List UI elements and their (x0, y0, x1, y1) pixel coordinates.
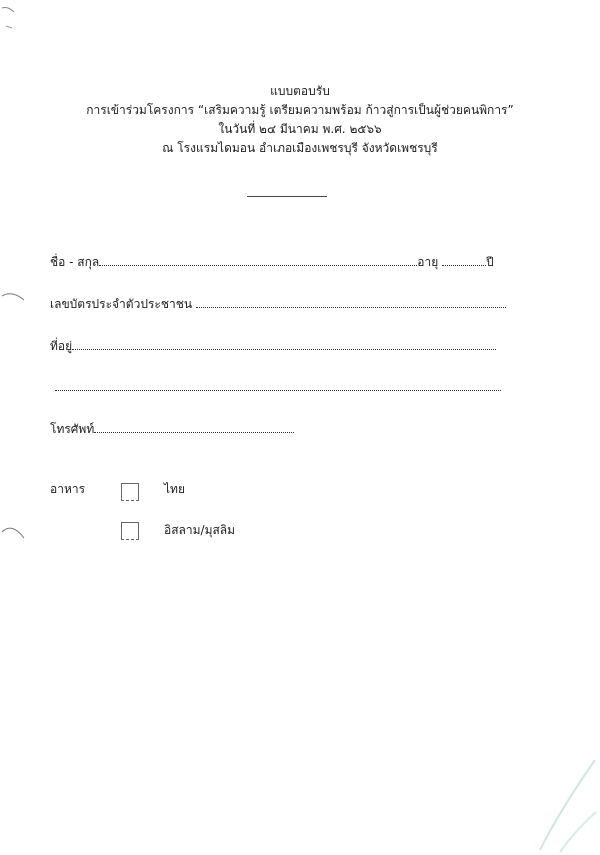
id-label: เลขบัตรประจำตัวประชาชน (50, 297, 193, 311)
name-row (50, 253, 494, 270)
event-venue: ณ โรงแรมไดมอน อำเภอเมืองเพชรบุรี จังหวัดเพชรบุรี (162, 141, 438, 155)
scan-mark-left-1 (0, 288, 30, 308)
form-title: แบบตอบรับ (270, 84, 330, 98)
age-label: อายุ (417, 255, 439, 269)
name-field[interactable] (99, 253, 417, 266)
scan-mark-bottom-right (530, 750, 600, 855)
event-date: ในวันที่ ๒๔ มีนาคม พ.ศ. ๒๕๖๖ (218, 122, 382, 136)
project-title: การเข้าร่วมโครงการ “เสริมความรู้ เตรียมความพร้อม ก้าวสู่การเป็นผู้ช่วยคนพิการ” (86, 103, 514, 117)
food-islam-label: อิสลาม/มุสลิม (164, 523, 236, 537)
address-field-line-1[interactable] (72, 337, 496, 350)
id-field[interactable] (196, 295, 506, 308)
phone-label: โทรศัพท์ (50, 422, 95, 436)
phone-field[interactable] (94, 420, 294, 433)
header-divider (247, 196, 327, 197)
address-row-2 (55, 378, 501, 395)
food-islam-checkbox[interactable] (121, 522, 139, 540)
age-field[interactable] (442, 253, 486, 266)
id-row (50, 295, 506, 312)
scan-mark-top-left (0, 0, 30, 40)
year-unit: ปี (486, 255, 494, 269)
address-label: ที่อยู่ (50, 339, 73, 353)
scan-mark-left-2 (0, 520, 30, 544)
address-row (50, 337, 496, 354)
phone-row (50, 420, 294, 437)
address-field-line-2[interactable] (55, 378, 501, 391)
form-header (0, 82, 600, 158)
food-thai-label: ไทย (164, 482, 185, 496)
name-label: ชื่อ - สกุล (50, 255, 100, 269)
food-thai-checkbox[interactable] (121, 483, 139, 501)
food-label: อาหาร (50, 482, 86, 496)
